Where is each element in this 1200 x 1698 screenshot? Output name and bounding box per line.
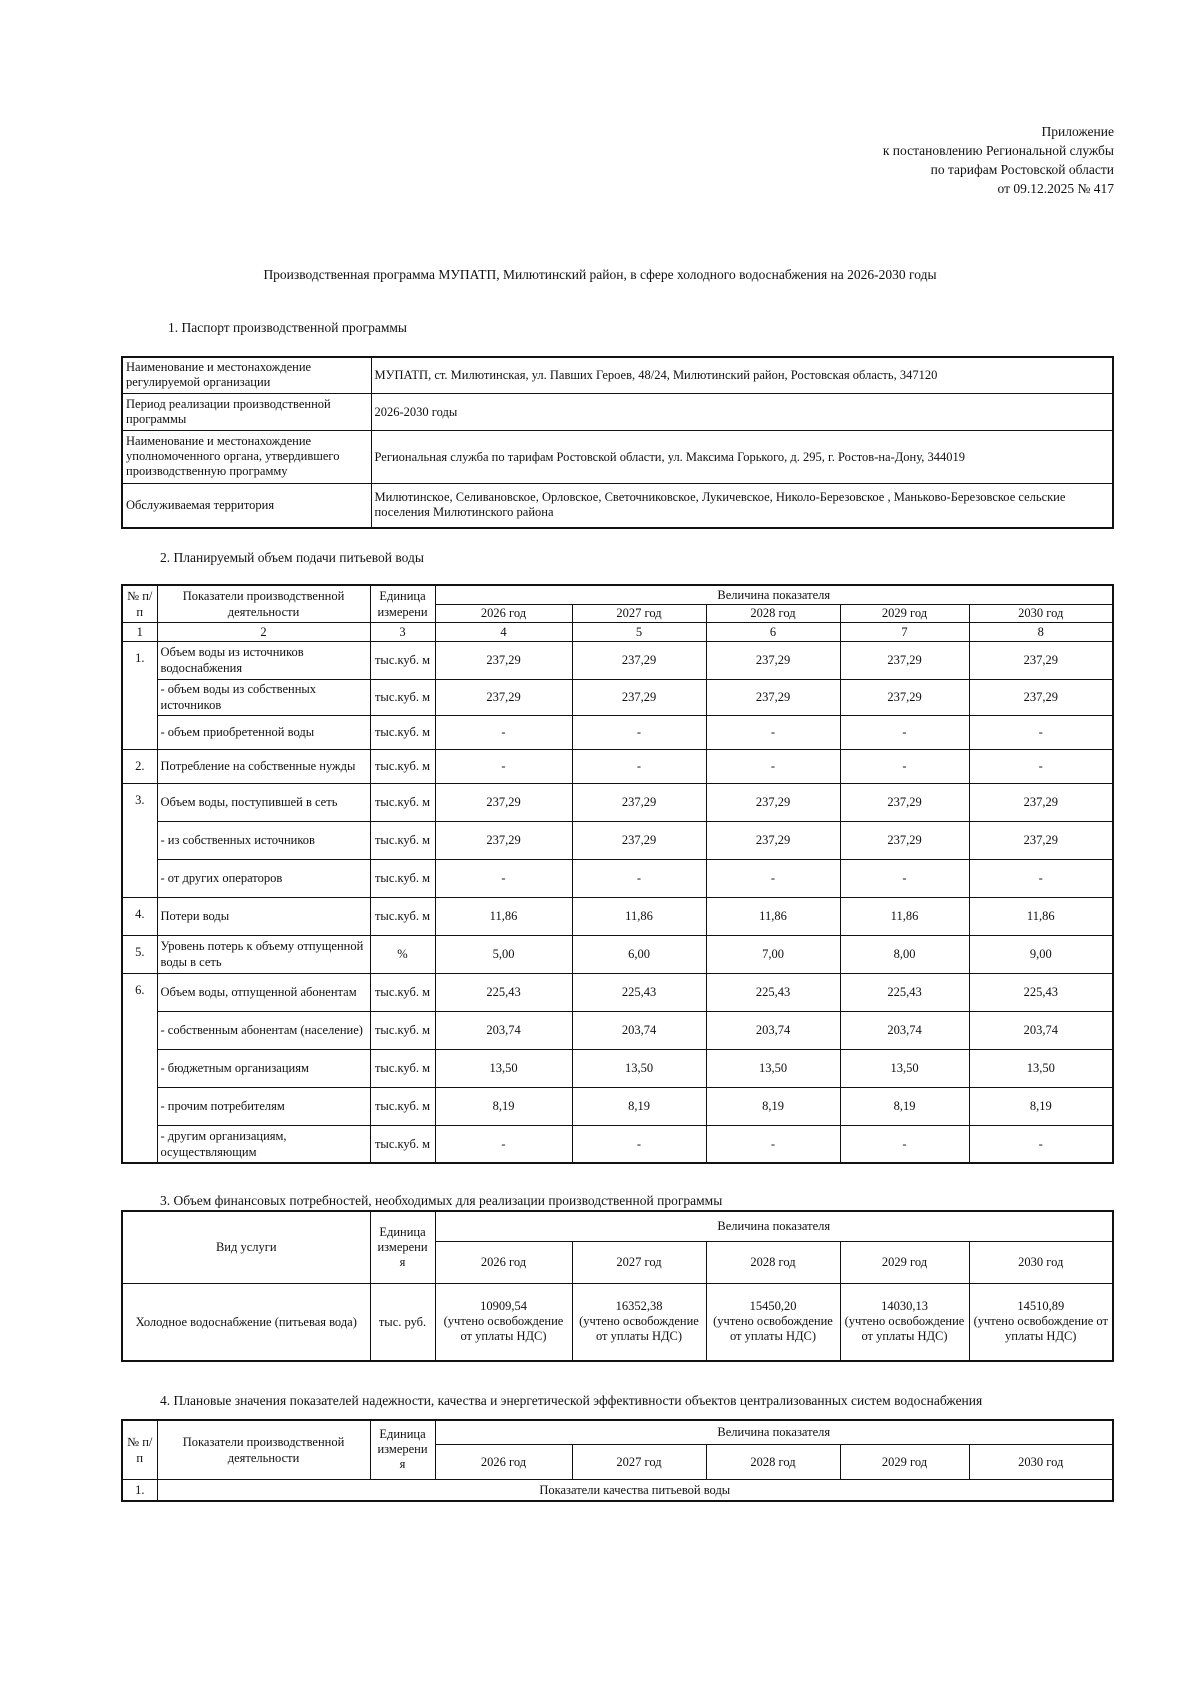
header-year: 2027 год <box>572 1444 706 1479</box>
row-indicator: Потери воды <box>157 897 370 935</box>
finance-value: 14510,89 <box>1017 1299 1065 1314</box>
finance-cell <box>572 1283 706 1361</box>
header-year: 2027 год <box>572 604 706 622</box>
column-number: 1 <box>122 622 157 641</box>
value-cell: 237,29 <box>706 783 840 821</box>
value-cell: 237,29 <box>840 783 969 821</box>
value-cell: 203,74 <box>969 1011 1113 1049</box>
finance-cell <box>840 1283 969 1361</box>
passport-value: Региональная служба по тарифам Ростовской области, ул. Максима Горького, д. 295, г. Ростов-на-Дону, 344019 <box>371 430 1113 483</box>
row-unit: тыс.куб. м <box>370 973 435 1011</box>
row-unit: тыс.куб. м <box>370 821 435 859</box>
table-row <box>122 935 1113 973</box>
finance-note: (учтено освобождение от уплаты НДС) <box>973 1314 1108 1344</box>
value-cell: - <box>706 715 840 749</box>
table-row <box>122 1049 1113 1087</box>
passport-value: 2026-2030 годы <box>371 393 1113 430</box>
value-cell: 13,50 <box>435 1049 572 1087</box>
value-cell: 237,29 <box>840 821 969 859</box>
value-cell: - <box>840 749 969 783</box>
finance-value: 14030,13 <box>881 1299 928 1314</box>
passport-row <box>122 393 1113 430</box>
value-cell: 8,19 <box>572 1087 706 1125</box>
table-row <box>122 1011 1113 1049</box>
value-cell: 225,43 <box>969 973 1113 1011</box>
header-num: № п/п <box>122 1420 157 1479</box>
column-number: 6 <box>706 622 840 641</box>
header-year: 2030 год <box>969 604 1113 622</box>
value-cell: - <box>572 749 706 783</box>
row-unit: тыс.куб. м <box>370 1125 435 1163</box>
row-unit: тыс.куб. м <box>370 749 435 783</box>
header-indicator: Показатели производственной деятельности <box>157 585 370 622</box>
passport-value: МУПАТП, ст. Милютинская, ул. Павших Героев, 48/24, Милютинский район, Ростовская область, 347120 <box>371 357 1113 393</box>
passport-row <box>122 430 1113 483</box>
value-cell: 237,29 <box>435 821 572 859</box>
value-cell: 8,00 <box>840 935 969 973</box>
row-indicator: Потребление на собственные нужды <box>157 749 370 783</box>
table-row <box>122 1087 1113 1125</box>
row-unit: тыс.куб. м <box>370 641 435 679</box>
passport-row <box>122 357 1113 393</box>
row-indicator: Объем воды из источников водоснабжения <box>157 641 370 679</box>
table-row <box>122 821 1113 859</box>
finance-value: 15450,20 <box>749 1299 797 1314</box>
passport-label: Период реализации производственной программы <box>122 393 371 430</box>
row-indicator: Объем воды, поступившей в сеть <box>157 783 370 821</box>
value-cell: 13,50 <box>969 1049 1113 1087</box>
header-year: 2030 год <box>969 1241 1113 1283</box>
value-cell: 225,43 <box>840 973 969 1011</box>
value-cell: - <box>969 859 1113 897</box>
table-header-row <box>122 585 1113 604</box>
value-cell: - <box>840 1125 969 1163</box>
table-row <box>122 783 1113 821</box>
value-cell: 237,29 <box>706 821 840 859</box>
value-cell: 225,43 <box>572 973 706 1011</box>
row-unit: % <box>370 935 435 973</box>
value-cell: 8,19 <box>840 1087 969 1125</box>
finance-cell <box>435 1283 572 1361</box>
value-cell: - <box>572 859 706 897</box>
column-number: 5 <box>572 622 706 641</box>
table-row <box>122 973 1113 1011</box>
header-service: Вид услуги <box>122 1211 370 1283</box>
value-cell: 237,29 <box>840 679 969 715</box>
service-unit: тыс. руб. <box>370 1283 435 1361</box>
header-unit: Единица измерени я <box>370 1211 435 1283</box>
value-cell: 237,29 <box>969 679 1113 715</box>
table-row <box>122 679 1113 715</box>
appendix-block <box>883 122 1114 198</box>
value-cell: 6,00 <box>572 935 706 973</box>
finance-table <box>121 1210 1114 1362</box>
row-unit: тыс.куб. м <box>370 1049 435 1087</box>
table-row <box>122 1283 1113 1361</box>
row-num: 1. <box>122 641 157 749</box>
row-unit: тыс.куб. м <box>370 783 435 821</box>
value-cell: 11,86 <box>435 897 572 935</box>
value-cell: 203,74 <box>840 1011 969 1049</box>
column-number: 8 <box>969 622 1113 641</box>
row-indicator: - из собственных источников <box>157 821 370 859</box>
header-year: 2026 год <box>435 604 572 622</box>
value-cell: 225,43 <box>706 973 840 1011</box>
value-cell: 237,29 <box>435 679 572 715</box>
finance-value: 16352,38 <box>615 1299 663 1314</box>
row-indicator: - бюджетным организациям <box>157 1049 370 1087</box>
finance-note: (учтено освобождение от уплаты НДС) <box>713 1314 833 1344</box>
row-num: 4. <box>122 897 157 935</box>
header-year: 2029 год <box>840 604 969 622</box>
row-num: 6. <box>122 973 157 1163</box>
column-number: 2 <box>157 622 370 641</box>
header-value: Величина показателя <box>435 1211 1113 1241</box>
row-unit: тыс.куб. м <box>370 1087 435 1125</box>
table-row <box>122 641 1113 679</box>
table-row <box>122 897 1113 935</box>
row-indicator: - собственным абонентам (население) <box>157 1011 370 1049</box>
header-year: 2028 год <box>706 1444 840 1479</box>
row-num: 5. <box>122 935 157 973</box>
appendix-line: к постановлению Региональной службы <box>882 143 1114 158</box>
section1-heading: 1. Паспорт производственной программы <box>168 320 407 335</box>
row-unit: тыс.куб. м <box>370 897 435 935</box>
water-volume-body <box>122 641 1113 1163</box>
passport-label: Наименование и местонахождение регулируемой организации <box>122 357 371 393</box>
value-cell: 9,00 <box>969 935 1113 973</box>
value-cell: - <box>435 749 572 783</box>
value-cell: - <box>706 1125 840 1163</box>
column-number: 4 <box>435 622 572 641</box>
value-cell: 203,74 <box>435 1011 572 1049</box>
column-number: 3 <box>370 622 435 641</box>
header-year: 2026 год <box>435 1444 572 1479</box>
value-cell: 13,50 <box>706 1049 840 1087</box>
header-unit: Единица измерени <box>370 585 435 622</box>
row-indicator: - другим организациям, осуществляющим <box>157 1125 370 1163</box>
header-year: 2029 год <box>840 1241 969 1283</box>
value-cell: - <box>969 1125 1113 1163</box>
header-year: 2029 год <box>840 1444 969 1479</box>
reliability-table <box>121 1419 1114 1502</box>
row-num: 2. <box>122 749 157 783</box>
appendix-line: Приложение <box>1041 124 1114 139</box>
header-year: 2028 год <box>706 604 840 622</box>
row-indicator: - объем приобретенной воды <box>157 715 370 749</box>
section4-heading: 4. Плановые значения показателей надежности, качества и энергетической эффективности объектов централизованных систем водоснабжения <box>160 1393 983 1408</box>
passport-table <box>121 356 1114 529</box>
table-header-row <box>122 1211 1113 1241</box>
value-cell: 225,43 <box>435 973 572 1011</box>
row-num: 3. <box>122 783 157 897</box>
row-unit: тыс.куб. м <box>370 1011 435 1049</box>
value-cell: 237,29 <box>706 679 840 715</box>
row-unit: тыс.куб. м <box>370 715 435 749</box>
value-cell: 8,19 <box>969 1087 1113 1125</box>
value-cell: 11,86 <box>840 897 969 935</box>
finance-value: 10909,54 <box>480 1299 527 1314</box>
table-header-row <box>122 1420 1113 1444</box>
header-year: 2027 год <box>572 1241 706 1283</box>
value-cell: 13,50 <box>572 1049 706 1087</box>
column-number: 7 <box>840 622 969 641</box>
section3-heading: 3. Объем финансовых потребностей, необходимых для реализации производственной программы <box>160 1193 723 1208</box>
value-cell: - <box>840 859 969 897</box>
value-cell: 237,29 <box>969 783 1113 821</box>
header-indicator: Показатели производственной деятельности <box>157 1420 370 1479</box>
value-cell: - <box>435 859 572 897</box>
passport-row <box>122 483 1113 528</box>
finance-cell <box>706 1283 840 1361</box>
value-cell: - <box>706 749 840 783</box>
header-unit: Единица измерени я <box>370 1420 435 1479</box>
finance-note: (учтено освобождение от уплаты НДС) <box>579 1314 699 1344</box>
value-cell: 237,29 <box>435 641 572 679</box>
finance-cell <box>969 1283 1113 1361</box>
value-cell: 7,00 <box>706 935 840 973</box>
value-cell: - <box>969 749 1113 783</box>
water-volume-table <box>121 584 1114 1164</box>
table-row <box>122 859 1113 897</box>
table-row <box>122 1479 1113 1501</box>
value-cell: 8,19 <box>435 1087 572 1125</box>
value-cell: - <box>572 1125 706 1163</box>
value-cell: 237,29 <box>572 679 706 715</box>
header-year: 2030 год <box>969 1444 1113 1479</box>
row-indicator: Объем воды, отпущенной абонентам <box>157 973 370 1011</box>
finance-note: (учтено освобождение от уплаты НДС) <box>443 1314 564 1344</box>
row-unit: тыс.куб. м <box>370 859 435 897</box>
table-row <box>122 749 1113 783</box>
value-cell: - <box>435 1125 572 1163</box>
passport-label: Обслуживаемая территория <box>122 483 371 528</box>
value-cell: - <box>969 715 1113 749</box>
header-num: № п/п <box>122 585 157 622</box>
row-indicator: Уровень потерь к объему отпущенной воды в сеть <box>157 935 370 973</box>
value-cell: - <box>840 715 969 749</box>
passport-value: Милютинское, Селивановское, Орловское, Светочниковское, Лукичевское, Николо-Березовское , Маньково-Березовское сельские поселения Милютинского района <box>371 483 1113 528</box>
value-cell: 237,29 <box>706 641 840 679</box>
value-cell: - <box>435 715 572 749</box>
value-cell: 237,29 <box>969 821 1113 859</box>
service-name: Холодное водоснабжение (питьевая вода) <box>122 1283 370 1361</box>
header-value: Величина показателя <box>435 1420 1113 1444</box>
value-cell: 237,29 <box>435 783 572 821</box>
value-cell: 13,50 <box>840 1049 969 1087</box>
row-indicator: - от других операторов <box>157 859 370 897</box>
header-year: 2028 год <box>706 1241 840 1283</box>
value-cell: - <box>572 715 706 749</box>
row-title: Показатели качества питьевой воды <box>157 1479 1113 1501</box>
appendix-line: от 09.12.2025 № 417 <box>997 181 1114 196</box>
value-cell: 203,74 <box>706 1011 840 1049</box>
row-unit: тыс.куб. м <box>370 679 435 715</box>
value-cell: 11,86 <box>572 897 706 935</box>
table-row <box>122 1125 1113 1163</box>
value-cell: 237,29 <box>572 783 706 821</box>
value-cell: 203,74 <box>572 1011 706 1049</box>
table-row <box>122 715 1113 749</box>
value-cell: 237,29 <box>572 641 706 679</box>
value-cell: 11,86 <box>706 897 840 935</box>
value-cell: 237,29 <box>572 821 706 859</box>
value-cell: 237,29 <box>840 641 969 679</box>
value-cell: 8,19 <box>706 1087 840 1125</box>
row-indicator: - прочим потребителям <box>157 1087 370 1125</box>
section2-heading: 2. Планируемый объем подачи питьевой воды <box>160 550 424 565</box>
row-indicator: - объем воды из собственных источников <box>157 679 370 715</box>
header-value: Величина показателя <box>435 585 1113 604</box>
value-cell: - <box>706 859 840 897</box>
appendix-line: по тарифам Ростовской области <box>930 162 1114 177</box>
finance-note: (учтено освобождение от уплаты НДС) <box>844 1314 965 1344</box>
row-num: 1. <box>122 1479 157 1501</box>
passport-label: Наименование и местонахождение уполномоченного органа, утвердившего производственную программу <box>122 430 371 483</box>
header-year: 2026 год <box>435 1241 572 1283</box>
value-cell: 5,00 <box>435 935 572 973</box>
value-cell: 11,86 <box>969 897 1113 935</box>
value-cell: 237,29 <box>969 641 1113 679</box>
column-number-row <box>122 622 1113 641</box>
document-title: Производственная программа МУПАТП, Милютинский район, в сфере холодного водоснабжения на 2026-2030 годы <box>263 267 937 282</box>
